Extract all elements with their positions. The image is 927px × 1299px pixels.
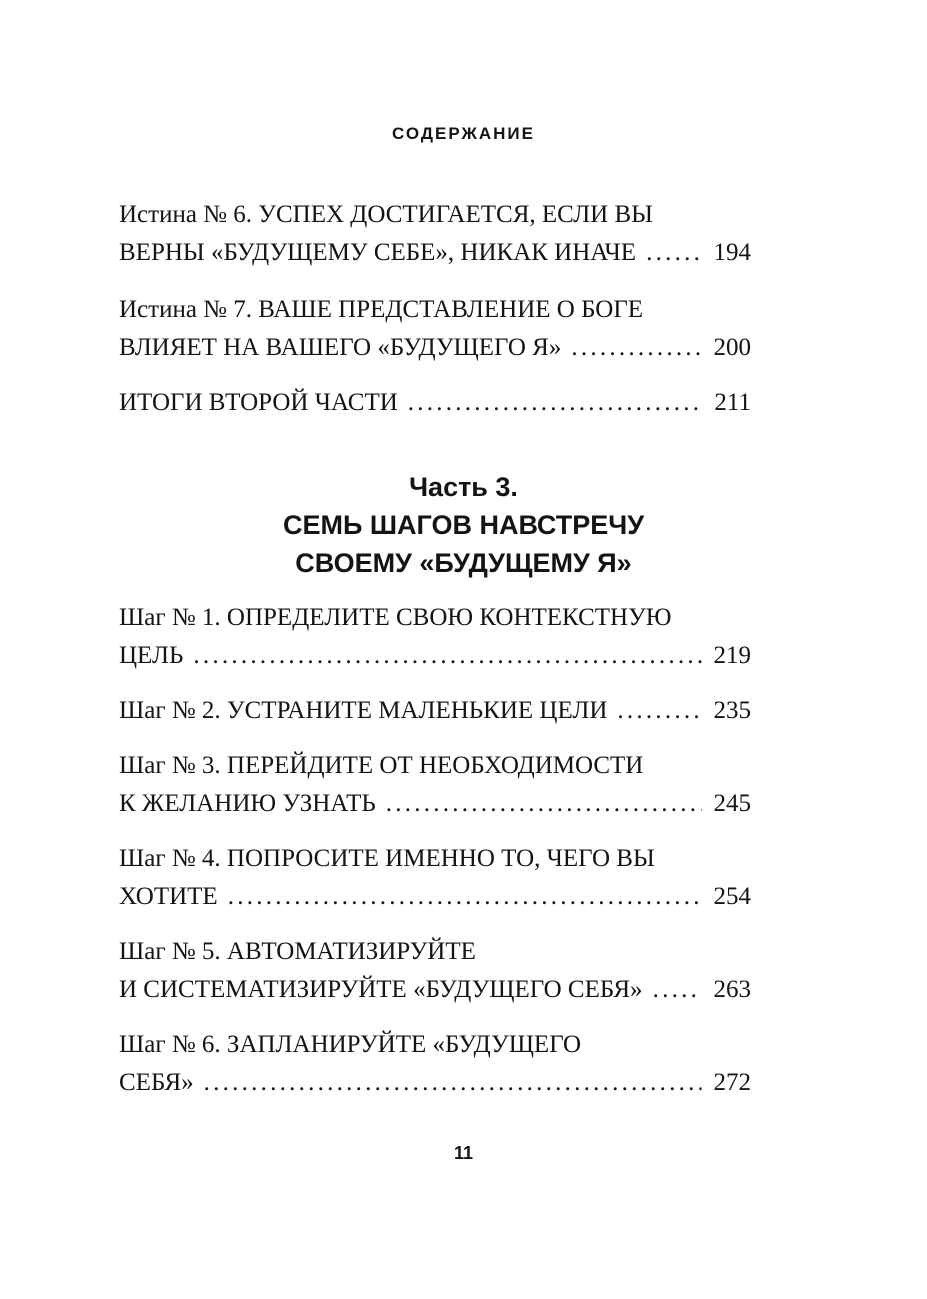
toc-entry[interactable]	[119, 384, 751, 422]
dot-leader	[646, 234, 701, 272]
entry-page-number: 235	[713, 697, 751, 724]
part-number: Часть 3.	[409, 472, 518, 502]
toc-entry[interactable]	[119, 196, 751, 272]
toc-entry[interactable]	[119, 840, 751, 916]
entry-title-line-2: ВЕРНЫ «БУДУЩЕМУ СЕБЕ», НИКАК ИНАЧЕ	[119, 239, 637, 266]
entry-title-line-2: И СИСТЕМАТИЗИРУЙТЕ «БУДУЩЕГО СЕБЯ»	[119, 976, 643, 1003]
dot-leader	[193, 637, 701, 675]
toc-entry[interactable]	[119, 692, 751, 730]
entry-page-number: 263	[713, 976, 751, 1003]
entry-title-line-1: Шаг № 4. ПОПРОСИТЕ ИМЕННО ТО, ЧЕГО ВЫ	[119, 845, 655, 872]
toc-entry[interactable]	[119, 291, 751, 367]
dot-leader	[653, 971, 702, 1009]
entry-title-line-1: Истина № 6. УСПЕХ ДОСТИГАЕТСЯ, ЕСЛИ ВЫ	[119, 201, 653, 228]
dot-leader	[204, 1064, 702, 1102]
entry-title-line-1: Шаг № 6. ЗАПЛАНИРУЙТЕ «БУДУЩЕГО	[119, 1031, 582, 1058]
entry-page-number: 211	[714, 389, 751, 416]
dot-leader	[408, 384, 703, 422]
entry-title-line-2: ХОТИТЕ	[119, 883, 218, 910]
entry-page-number: 200	[713, 334, 751, 361]
toc-entry[interactable]	[119, 1026, 751, 1102]
toc-entry[interactable]	[119, 599, 751, 675]
part-heading	[0, 468, 927, 582]
entry-page-number: 245	[713, 790, 751, 817]
entry-page-number: 219	[713, 642, 751, 669]
entry-title-line-2: СЕБЯ»	[119, 1069, 194, 1096]
part-title-line-1: СЕМЬ ШАГОВ НАВСТРЕЧУ	[282, 510, 645, 540]
page-number: 11	[453, 1143, 474, 1163]
entry-title: ИТОГИ ВТОРОЙ ЧАСТИ	[119, 389, 398, 416]
entry-page-number: 272	[713, 1069, 751, 1096]
part-title-line-2: СВОЕМУ «БУДУЩЕМУ Я»	[295, 548, 632, 578]
running-head: СОДЕРЖАНИЕ	[392, 124, 535, 143]
entry-title-line-1: Шаг № 5. АВТОМАТИЗИРУЙТЕ	[119, 938, 476, 965]
dot-leader	[386, 785, 702, 823]
entry-title-line-2: К ЖЕЛАНИЮ УЗНАТЬ	[119, 790, 376, 817]
entry-title-line-2: ВЛИЯЕТ НА ВАШЕГО «БУДУЩЕГО Я»	[119, 334, 562, 361]
entry-title: Шаг № 2. УСТРАНИТЕ МАЛЕНЬКИЕ ЦЕЛИ	[119, 697, 608, 724]
entry-page-number: 254	[713, 883, 751, 910]
entry-title-line-1: Шаг № 3. ПЕРЕЙДИТЕ ОТ НЕОБХОДИМОСТИ	[119, 752, 644, 779]
entry-page-number: 194	[713, 239, 751, 266]
entry-title-line-1: Истина № 7. ВАШЕ ПРЕДСТАВЛЕНИЕ О БОГЕ	[119, 296, 644, 323]
entry-title-line-2: ЦЕЛЬ	[119, 642, 184, 669]
dot-leader	[571, 329, 701, 367]
toc-entry[interactable]	[119, 933, 751, 1009]
entry-title-line-1: Шаг № 1. ОПРЕДЕЛИТЕ СВОЮ КОНТЕКСТНУЮ	[119, 604, 672, 631]
dot-leader	[617, 692, 701, 730]
toc-entry[interactable]	[119, 747, 751, 823]
dot-leader	[228, 878, 702, 916]
